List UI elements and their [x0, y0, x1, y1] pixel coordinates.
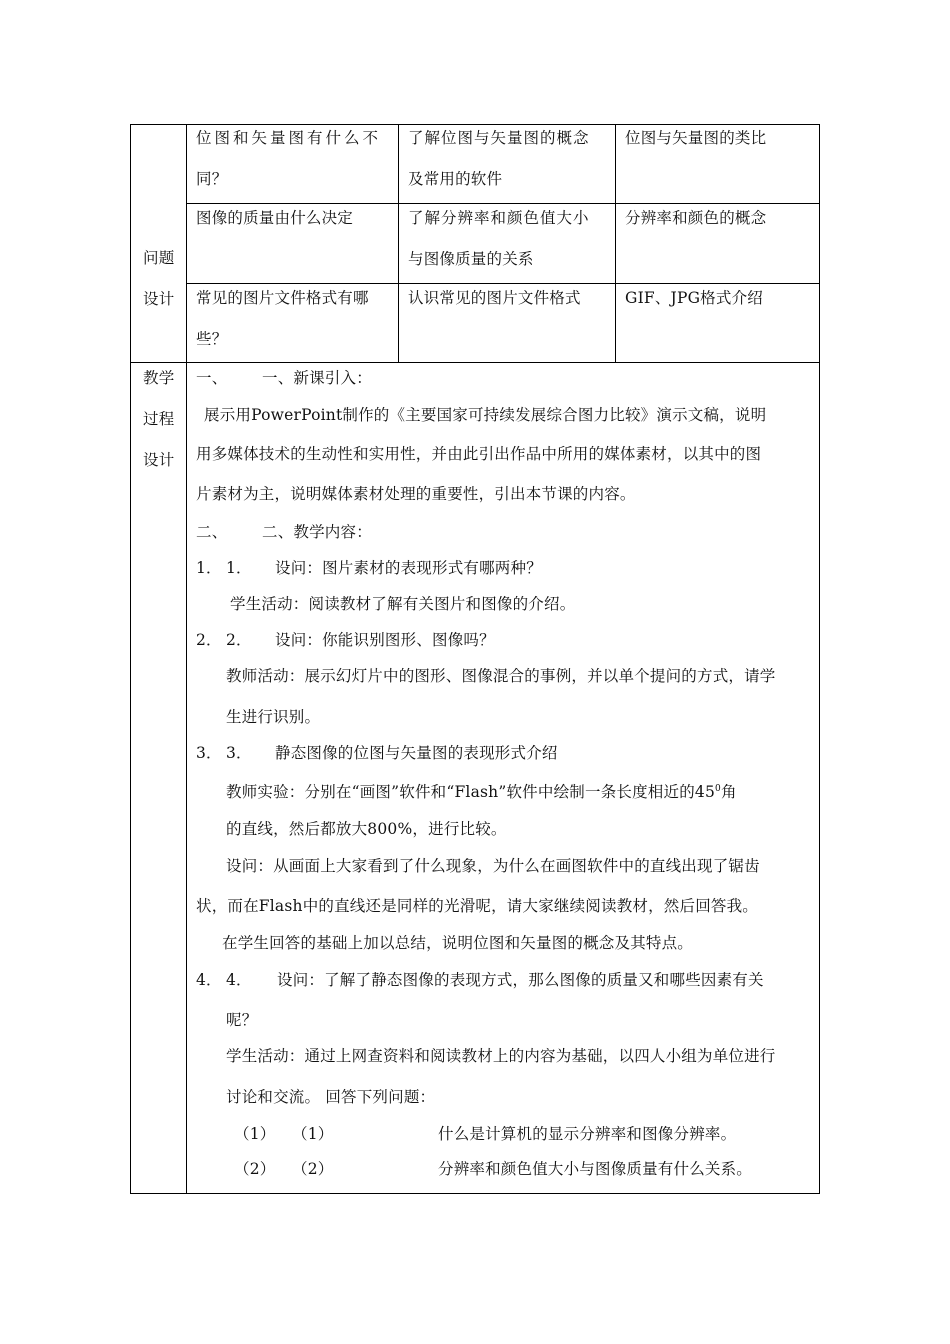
section-divider — [130, 362, 820, 363]
item-3-experiment-angle: 角 — [720, 783, 737, 802]
item-4-subnumber: 4． — [226, 971, 252, 989]
item-4-title-line2: 呢？ — [226, 1011, 258, 1029]
item-3-subnumber: 3． — [226, 744, 252, 762]
question-3-line1: 常见的图片文件格式有哪 — [196, 289, 369, 307]
table-border-left — [130, 124, 131, 1194]
item-2-number: 2． — [196, 631, 222, 649]
item-2-title: 设问：你能识别图形、图像吗？ — [275, 631, 495, 649]
item-4-title: 设问：了解了静态图像的表现方式，那么图像的质量又和哪些因素有关 — [277, 971, 764, 989]
question-list-1-text: 什么是计算机的显示分辨率和图像分辨率。 — [438, 1125, 737, 1143]
column-divider-1 — [398, 124, 399, 363]
question-list-2-text: 分辨率和颜色值大小与图像质量有什么关系。 — [438, 1160, 753, 1178]
item-1-text: 学生活动：阅读教材了解有关图片和图像的介绍。 — [230, 595, 576, 613]
table-border-top — [130, 124, 820, 125]
item-2-text-line1: 教师活动：展示幻灯片中的图形、图像混合的事例，并以单个提问的方式，请学 — [226, 667, 776, 685]
item-3-number: 3． — [196, 744, 222, 762]
row-header-question-line2: 设计 — [143, 290, 175, 308]
section-1-text-line2: 用多媒体技术的生动性和实用性，并由此引出作品中所用的媒体素材，以其中的图 — [196, 445, 762, 463]
degree-superscript: 0 — [715, 784, 721, 794]
table-border-right — [819, 124, 820, 1194]
lesson-plan-table — [130, 124, 820, 1194]
section-1-text-line3: 片素材为主，说明媒体素材处理的重要性，引出本节课的内容。 — [196, 485, 636, 503]
item-3-experiment-text: 教师实验：分别在“画图”软件和“Flash”软件中绘制一条长度相近的45 — [226, 783, 716, 802]
content-2: 分辨率和颜色的概念 — [625, 209, 767, 227]
item-1-number: 1． — [196, 559, 222, 577]
row-header-question-line1: 问题 — [143, 249, 175, 267]
row-divider-2 — [186, 283, 820, 284]
section-2-number: 二、 — [196, 523, 228, 541]
item-3-title: 静态图像的位图与矢量图的表现形式介绍 — [275, 744, 558, 762]
item-1-subnumber: 1． — [226, 559, 252, 577]
item-3-question-line1: 设问：从画面上大家看到了什么现象，为什么在画图软件中的直线出现了锯齿 — [226, 857, 760, 875]
goal-1-line2: 及常用的软件 — [408, 170, 503, 188]
question-list-1-subnumber: （1） — [292, 1125, 334, 1143]
item-4-text-line1: 学生活动：通过上网查资料和阅读教材上的内容为基础，以四人小组为单位进行 — [226, 1047, 776, 1065]
item-2-text-line2: 生进行识别。 — [226, 708, 321, 726]
column-divider-2 — [615, 124, 616, 363]
question-1-line1: 位图和矢量图有什么不 — [196, 129, 382, 147]
content-1: 位图与矢量图的类比 — [625, 129, 767, 147]
item-3-experiment-line1 — [226, 779, 737, 802]
question-1-line2: 同？ — [196, 170, 228, 188]
item-1-title: 设问：图片素材的表现形式有哪两种？ — [275, 559, 542, 577]
row-header-divider — [186, 124, 187, 1194]
item-3-experiment-line2: 的直线，然后都放大800%，进行比较。 — [226, 820, 507, 838]
item-3-summary: 在学生回答的基础上加以总结，说明位图和矢量图的概念及其特点。 — [222, 934, 694, 952]
content-3: GIF、JPG格式介绍 — [625, 289, 763, 307]
row-header-process-line2: 过程 — [143, 410, 175, 428]
row-header-process-line1: 教学 — [143, 369, 175, 387]
section-1-title: 一、新课引入： — [262, 369, 372, 387]
section-2-title: 二、教学内容： — [262, 523, 372, 541]
section-1-text-line1: 展示用PowerPoint制作的《主要国家可持续发展综合图力比较》演示文稿，说明 — [204, 406, 767, 424]
section-1-number: 一、 — [196, 369, 228, 387]
question-list-1-number: （1） — [234, 1125, 276, 1143]
row-header-process-line3: 设计 — [143, 451, 175, 469]
question-list-2-number: （2） — [234, 1160, 276, 1178]
item-2-subnumber: 2． — [226, 631, 252, 649]
goal-2-line2: 与图像质量的关系 — [408, 250, 534, 268]
question-list-2-subnumber: （2） — [292, 1160, 334, 1178]
goal-3-line1: 认识常见的图片文件格式 — [408, 289, 581, 307]
goal-1-line1: 了解位图与矢量图的概念 — [408, 129, 590, 147]
row-divider-1 — [186, 203, 820, 204]
item-4-number: 4． — [196, 971, 222, 989]
question-3-line2: 些？ — [196, 330, 228, 348]
goal-2-line1: 了解分辨率和颜色值大小 — [408, 209, 590, 227]
question-2-line1: 图像的质量由什么决定 — [196, 209, 354, 227]
table-border-bottom — [130, 1193, 820, 1194]
item-4-text-line2: 讨论和交流。 回答下列问题： — [226, 1088, 436, 1106]
item-3-question-line2: 状，而在Flash中的直线还是同样的光滑呢，请大家继续阅读教材，然后回答我。 — [196, 897, 758, 915]
